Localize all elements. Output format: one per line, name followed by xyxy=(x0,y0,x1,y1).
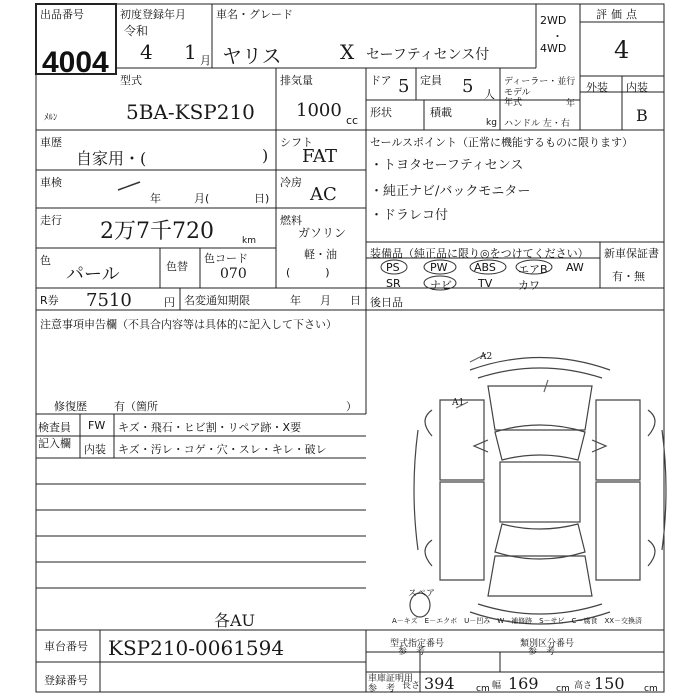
mark-a2: A2 xyxy=(480,352,493,362)
category-ref: 参 考 xyxy=(528,647,556,657)
repair-close: ） xyxy=(346,400,357,413)
month-unit: 月 xyxy=(200,54,211,67)
shift-label: シフト xyxy=(280,136,313,149)
color-code: 070 xyxy=(220,266,247,282)
mileage-label: 走行 xyxy=(40,214,62,227)
cc-unit: cc xyxy=(346,114,359,127)
length-value: 394 xyxy=(424,674,455,693)
eq-aw: AW xyxy=(566,261,584,274)
reg-year: 4 xyxy=(140,40,153,64)
era: 令和 xyxy=(124,24,149,38)
color-code-label: 色コード xyxy=(204,252,248,265)
name-label: 車名・グレード xyxy=(216,8,293,21)
equipment-label: 装備品（純正品に限り◎をつけてください） xyxy=(370,247,589,260)
lot-label: 出品番号 xyxy=(40,8,84,21)
history-value: 自家用・( xyxy=(76,149,147,168)
category-label: 類別区分番号 xyxy=(520,639,575,649)
interior-grade: B xyxy=(636,106,648,125)
rear-seat-label: 後日品 xyxy=(370,296,403,309)
damage-legend: A－キズ E－エクボ U－凹み W－補修跡 S－サビ C－腐食 XX－交換済 xyxy=(392,617,643,625)
mileage-value: 2万7千720 xyxy=(100,219,214,244)
capacity-value: 5 xyxy=(462,76,474,97)
cert-label: 車庫証明用 参 考 xyxy=(368,674,414,694)
eq-abs: ABS xyxy=(474,261,496,274)
color-label: 色 xyxy=(40,254,51,267)
fuel-diesel: 軽・油 xyxy=(304,248,337,261)
repair-label: 修復歴 xyxy=(54,400,87,413)
ac-value: AC xyxy=(310,184,337,205)
model-code: 5BA-KSP210 xyxy=(126,100,255,124)
handle-label: ハンドル 左・右 xyxy=(504,119,570,129)
eq-sr: SR xyxy=(386,277,401,290)
eq-tv: TV xyxy=(478,277,493,290)
lot-sub: ﾒﾙﾝ xyxy=(44,113,58,123)
model-ref: 参 考 xyxy=(398,647,426,657)
height-cm: cm xyxy=(644,684,658,694)
length-label: 長さ xyxy=(402,681,421,691)
warranty-label: 新車保証書 xyxy=(604,247,659,260)
sales-point-3: ・ドラレコ付 xyxy=(370,208,449,223)
eq-navi: ナビ xyxy=(430,279,452,292)
load-label: 積載 xyxy=(430,106,452,119)
model-year-label: モデル 年式 xyxy=(504,88,531,108)
car-name: ヤリス xyxy=(222,44,282,68)
shift-value: FAT xyxy=(302,146,337,167)
nc-month: 月 xyxy=(320,294,331,307)
nc-year: 年 xyxy=(290,294,301,307)
inspection-value: 年 xyxy=(150,192,161,205)
drive-4wd: 4WD xyxy=(540,42,567,55)
history-paren: ) xyxy=(262,146,269,165)
rating-value: 4 xyxy=(614,36,630,64)
fuel-gasoline: ガソリン xyxy=(298,226,347,240)
doors-label: ドア xyxy=(370,74,392,87)
exterior-label: 外装 xyxy=(586,81,608,94)
eq-ps: PS xyxy=(386,261,400,274)
fuel-label: 燃料 xyxy=(280,214,302,227)
repair-value: 有（箇所 xyxy=(114,400,158,413)
person-unit: 人 xyxy=(484,88,495,101)
yen-unit: 円 xyxy=(164,296,175,309)
km-unit: km xyxy=(242,236,256,246)
inspection-day: 日) xyxy=(254,192,270,205)
interior-check-label: 内装 xyxy=(84,443,106,456)
height-value: 150 xyxy=(594,674,625,693)
reg-label: 登録番号 xyxy=(44,674,88,687)
eq-pw: PW xyxy=(430,261,448,274)
eq-kawa: カワ xyxy=(518,279,540,292)
year-unit: 年 xyxy=(566,99,576,109)
shape-label: 形状 xyxy=(370,106,392,119)
drive-2wd: 2WD xyxy=(540,14,567,27)
kg-unit: kg xyxy=(486,118,497,128)
report-label: 注意事項申告欄（不具合内容等は具体的に記入して下さい） xyxy=(40,318,337,331)
model-designation-label: 型式指定番号 xyxy=(390,639,445,649)
height-label: 高さ xyxy=(574,681,593,691)
doors-value: 5 xyxy=(398,76,410,97)
color-change-label: 色替 xyxy=(166,260,188,273)
sales-label: セールスポイント（正常に機能するものに限ります） xyxy=(370,136,634,149)
grade-extra: セーフティセンス付 xyxy=(366,47,490,63)
interior-check-text: キズ・汚レ・コゲ・穴・スレ・キレ・破レ xyxy=(118,443,327,456)
lot-number: 4004 xyxy=(42,46,109,79)
sales-point-2: ・純正ナビ/バックモニター xyxy=(370,184,531,199)
name-change-label: 名変通知期限 xyxy=(184,294,250,307)
ac-label: 冷房 xyxy=(280,176,302,189)
sales-point-1: ・トヨタセーフティセンス xyxy=(370,158,524,173)
length-cm: cm xyxy=(476,684,490,694)
grade: X xyxy=(340,40,355,64)
eq-airbag: エアB xyxy=(518,263,548,276)
inspection-month: 月( xyxy=(194,192,210,205)
displacement-label: 排気量 xyxy=(280,74,313,87)
width-cm: cm xyxy=(556,684,570,694)
dealer-label: ディーラー・並行 xyxy=(504,77,576,87)
strike-mark xyxy=(118,182,140,190)
inspection-label: 車検 xyxy=(40,176,62,189)
displacement: 1000 xyxy=(296,100,342,121)
chassis-value: KSP210-0061594 xyxy=(108,636,285,660)
spare-label: スペア xyxy=(408,589,436,599)
chassis-label: 車台番号 xyxy=(44,640,88,653)
rating-label: 評価点 xyxy=(596,8,641,21)
fuel-paren: ( ) xyxy=(286,266,330,279)
reg-month: 1 xyxy=(184,40,197,64)
capacity-label: 定員 xyxy=(420,74,442,87)
interior-grade-label: 内装 xyxy=(626,81,648,94)
mark-a1: A1 xyxy=(452,398,465,408)
drive-dot: ・ xyxy=(552,30,563,43)
inspector-label: 検査員 記入欄 xyxy=(38,421,71,450)
nc-day: 日 xyxy=(350,294,361,307)
inspector-footnote: 各AU xyxy=(214,611,256,630)
fw-text: キズ・飛石・ヒビ割・リペア跡・X要 xyxy=(118,421,302,434)
recycle-value: 7510 xyxy=(86,290,132,311)
width-label: 幅 xyxy=(492,681,502,691)
first-reg-label: 初度登録年月 xyxy=(120,8,186,21)
history-label: 車歴 xyxy=(40,136,62,149)
width-value: 169 xyxy=(508,674,539,693)
warranty-value: 有・無 xyxy=(612,270,645,283)
color-value: パール xyxy=(66,264,120,285)
recycle-label: R券 xyxy=(40,294,59,307)
fw-label: FW xyxy=(88,419,106,432)
car-diagram xyxy=(410,354,666,624)
model-label: 型式 xyxy=(120,74,142,87)
